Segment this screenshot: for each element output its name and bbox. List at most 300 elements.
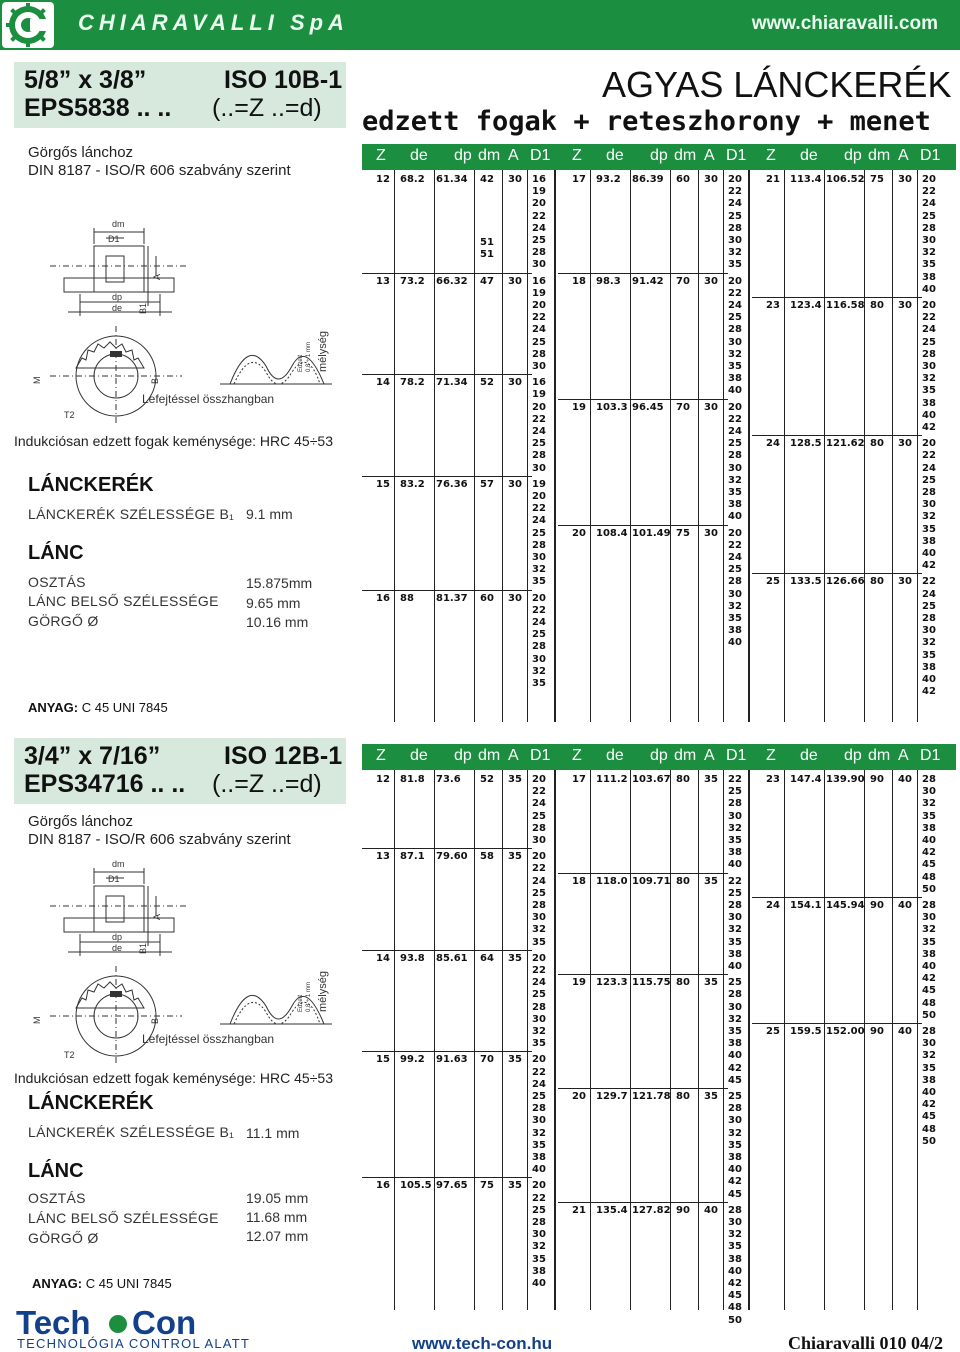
table-cell-d1: 32 xyxy=(532,665,546,677)
label-depth-small: 0,8 ÷ 1 mm xyxy=(306,982,312,1012)
table-cell-dp: 127.82 xyxy=(632,1204,671,1216)
table-cell-de: 133.5 xyxy=(790,576,822,588)
table-cell-z: 17 xyxy=(572,774,586,785)
table-cell-d1: 40 xyxy=(922,1087,936,1098)
iso-code: ISO 12B-1 xyxy=(224,742,343,770)
table-cell-z: 16 xyxy=(376,592,390,604)
product-code-note: (..=Z ..=d) xyxy=(212,94,322,122)
table-cell-dp: 121.62 xyxy=(826,438,865,450)
table-cell-d1: 28 xyxy=(922,613,936,624)
table-cell-d1: 45 xyxy=(728,1290,742,1302)
section1-title-box xyxy=(14,62,346,128)
table-row-separator xyxy=(362,374,532,375)
table-header-dm: dm xyxy=(674,147,697,164)
table-cell-de: 83.2 xyxy=(400,478,425,490)
table-cell-d1: 22 xyxy=(728,413,742,425)
table-cell-d1: 24 xyxy=(728,300,742,311)
label-b: B xyxy=(150,377,160,384)
table-cell-a: 40 xyxy=(704,1204,718,1216)
table-cell-d1: 24 xyxy=(532,426,546,437)
chain-type: Görgős lánchoz xyxy=(28,144,134,161)
table-cell-d1: 22 xyxy=(532,1066,546,1078)
table-header-dp: dp xyxy=(454,747,472,764)
table-cell-d1: 25 xyxy=(532,989,546,1001)
footer-tagline: TECHNOLÓGIA CONTROL ALATT xyxy=(17,1336,250,1351)
table-cell-d1: 30 xyxy=(922,625,936,637)
table-cell-d1: 32 xyxy=(728,1013,742,1025)
table-cell-de: 93.8 xyxy=(400,952,425,964)
table-cell-d1: 20 xyxy=(532,401,546,413)
table-header-dp: dp xyxy=(650,747,668,764)
table-cell-d1: 30 xyxy=(532,912,546,924)
table-cell-d1: 24 xyxy=(532,798,546,810)
table-header-a: A xyxy=(508,747,519,764)
table-cell-d1: 25 xyxy=(532,629,546,641)
table-cell-d1: 20 xyxy=(532,300,546,311)
table-cell-d1: 38 xyxy=(728,1152,742,1163)
table-cell-d1: 40 xyxy=(532,1164,546,1176)
table-column-line xyxy=(698,770,699,1310)
table-header-d1: D1 xyxy=(530,147,551,164)
table-row-separator xyxy=(362,848,532,849)
table-cell-z: 15 xyxy=(376,478,390,490)
table-cell-d1: 30 xyxy=(532,462,546,474)
table-cell-d1: 40 xyxy=(532,1278,546,1289)
table-cell-dp: 106.52 xyxy=(826,174,865,185)
table-column-line xyxy=(502,770,503,1310)
table-cell-d1: 20 xyxy=(922,438,936,450)
sprocket-heading: LÁNCKERÉK xyxy=(28,1092,154,1114)
chiaravalli-c-icon xyxy=(2,2,54,48)
table-cell-a: 30 xyxy=(898,174,912,185)
table-cell-a: 30 xyxy=(704,401,718,413)
table-cell-d1: 35 xyxy=(532,1139,546,1151)
table-cell-a: 35 xyxy=(704,875,718,887)
table-cell-d1: 22 xyxy=(532,786,546,798)
table-cell-d1: 28 xyxy=(922,900,936,911)
table-row-separator xyxy=(558,1202,728,1203)
table-cell-d1: 24 xyxy=(728,198,742,210)
table-cell-d1: 30 xyxy=(922,1038,936,1050)
table-cell-de: 81.8 xyxy=(400,774,425,785)
pitch-label: OSZTÁS xyxy=(28,1190,86,1206)
table-header-d1: D1 xyxy=(920,747,941,764)
table-cell-d1: 35 xyxy=(922,1062,936,1074)
table-cell-d1: 32 xyxy=(922,924,936,936)
table-row-separator xyxy=(558,873,728,874)
table-row-separator xyxy=(752,573,922,574)
table-column-line xyxy=(394,170,395,722)
table-column-line xyxy=(670,170,671,722)
table-cell-d1: 28 xyxy=(728,1103,742,1115)
table-cell-dm: 90 xyxy=(676,1204,690,1216)
table-cell-d1: 40 xyxy=(728,385,742,397)
table-column-line xyxy=(784,170,785,722)
table-cell-d1: 16 xyxy=(532,377,546,389)
label-depth: mélység xyxy=(317,971,329,1012)
table-cell-dm: 80 xyxy=(870,576,884,588)
table-cell-d1: 45 xyxy=(922,985,936,997)
table-header-a: A xyxy=(898,747,909,764)
table-cell-dp: 66.32 xyxy=(436,275,468,287)
company-name: CHIARAVALLI SpA xyxy=(78,10,349,35)
inner-width-label: LÁNC BELSŐ SZÉLESSÉGE xyxy=(28,1210,219,1226)
table-column-line xyxy=(784,770,785,1310)
table-cell-d1: 38 xyxy=(728,847,742,859)
table-row-separator xyxy=(362,1177,532,1178)
table-cell-d1: 20 xyxy=(728,275,742,287)
table-row-separator xyxy=(558,399,728,400)
table-cell-dm: 60 xyxy=(676,174,690,185)
table-cell-d1: 32 xyxy=(922,511,936,523)
label-d1: D1 xyxy=(108,874,120,884)
table-cell-dp: 97.65 xyxy=(436,1180,468,1192)
table-cell-d1: 32 xyxy=(728,822,742,834)
table-cell-dm: 80 xyxy=(870,300,884,311)
table-cell-de: 113.4 xyxy=(790,174,822,185)
table-cell-d1: 28 xyxy=(922,774,936,785)
table-cell-dp: 103.67 xyxy=(632,774,671,785)
table-cell-d1: 28 xyxy=(922,348,936,360)
sprocket-width-value: 11.1 mm xyxy=(246,1125,300,1141)
table-cell-d1: 25 xyxy=(728,1091,742,1102)
table-cell-de: 154.1 xyxy=(790,900,822,911)
table-cell-d1: 45 xyxy=(922,859,936,871)
label-dp: dp xyxy=(112,932,123,942)
table-cell-d1: 35 xyxy=(532,1038,546,1050)
table-cell-d1: 32 xyxy=(532,1127,546,1139)
label-depth-small: 0,8 ÷ 1 mm xyxy=(306,342,312,372)
table-cell-d1: 30 xyxy=(922,235,936,246)
table-cell-d1: 32 xyxy=(728,474,742,486)
table-cell-z: 20 xyxy=(572,527,586,539)
table-cell-d1: 32 xyxy=(532,924,546,936)
table-header-de: de xyxy=(606,747,624,764)
table-cell-d1: 25 xyxy=(922,474,936,486)
label-de: de xyxy=(112,943,123,953)
table-cell-d1: 38 xyxy=(922,271,936,283)
table-cell-z: 23 xyxy=(766,300,780,311)
table-cell-d1: 42 xyxy=(922,422,936,433)
label-b1: B1 xyxy=(138,942,148,954)
chain-type: Görgős lánchoz xyxy=(28,813,134,830)
material-value: C 45 UNI 7845 xyxy=(85,1276,172,1291)
table-column-line xyxy=(527,770,528,1310)
table-column-line xyxy=(698,170,699,722)
table-column-line xyxy=(527,170,528,722)
table-header-dp: dp xyxy=(844,147,862,164)
table-header-a: A xyxy=(704,147,715,164)
company-website-link[interactable]: www.chiaravalli.com xyxy=(751,13,938,34)
table-cell-d1: 22 xyxy=(532,413,546,425)
table-cell-z: 12 xyxy=(376,774,390,785)
table-cell-dm: 57 xyxy=(480,478,494,490)
table-row-separator xyxy=(558,974,728,975)
table-cell-d1: 28 xyxy=(532,1001,546,1013)
table-cell-d1: 28 xyxy=(532,1217,546,1228)
table-cell-d1: 50 xyxy=(922,1009,936,1021)
table-cell-d1: 20 xyxy=(532,592,546,604)
table-column-line xyxy=(590,170,591,722)
table-cell-d1: 25 xyxy=(728,312,742,324)
table-cell-dp: 76.36 xyxy=(436,478,468,490)
table-cell-dp: 85.61 xyxy=(436,952,468,964)
table-cell-d1: 28 xyxy=(728,222,742,234)
milling-note: Lefejtéssel összhangban xyxy=(142,392,275,406)
label-dm: dm xyxy=(112,219,125,229)
pitch-label: OSZTÁS xyxy=(28,574,86,590)
pitch-value: 19.05 mm xyxy=(246,1190,309,1206)
table-column-line xyxy=(590,770,591,1310)
table-cell-dp: 139.90 xyxy=(826,774,865,785)
table-cell-z: 14 xyxy=(376,952,390,964)
table-row-separator xyxy=(362,273,532,274)
milling-note: Lefejtéssel összhangban xyxy=(142,1032,275,1046)
sprocket-width-label: LÁNCKERÉK SZÉLESSÉGE B₁ xyxy=(28,506,235,522)
table-cell-d1: 25 xyxy=(728,564,742,576)
roller-label: GÖRGŐ Ø xyxy=(28,1230,99,1246)
table-cell-de: 128.5 xyxy=(790,438,822,450)
table-cell-d1: 48 xyxy=(922,997,936,1009)
table-cell-de: 88 xyxy=(400,592,414,604)
table-cell-d1: 20 xyxy=(532,198,546,210)
table-cell-d1: 30 xyxy=(728,1217,742,1228)
table-cell-z: 23 xyxy=(766,774,780,785)
label-de: de xyxy=(112,303,123,313)
table-cell-dm: 52 xyxy=(480,774,494,785)
table-cell-a: 35 xyxy=(704,977,718,989)
table-cell-d1: 19 xyxy=(532,478,546,490)
table-cell-dm: 80 xyxy=(676,875,690,887)
techcon-logo xyxy=(16,1306,232,1338)
table-cell-d1: 48 xyxy=(922,871,936,883)
table-cell-dm: 70 xyxy=(676,401,690,413)
table-cell-de: 147.4 xyxy=(790,774,822,785)
material-line xyxy=(32,1276,172,1291)
material-label: ANYAG: xyxy=(28,700,79,715)
table-cell-d1: 22 xyxy=(532,1192,546,1204)
table-cell-d1: 25 xyxy=(532,527,546,539)
table-cell-a: 30 xyxy=(508,377,522,389)
dimension-table-1 xyxy=(362,144,956,722)
table-cell-d1: 30 xyxy=(728,1001,742,1013)
table-cell-d1: 20 xyxy=(728,401,742,413)
standard: DIN 8187 - ISO/R 606 szabvány szerint xyxy=(28,831,291,848)
table-column-line xyxy=(917,770,918,1310)
table-cell-d1: 42 xyxy=(922,686,936,698)
table-cell-d1: 32 xyxy=(532,564,546,576)
table-cell-d1: 38 xyxy=(532,1152,546,1163)
table-cell-d1: 28 xyxy=(532,822,546,834)
table-cell-d1: 40 xyxy=(922,409,936,421)
label-t2: T2 xyxy=(64,1050,75,1060)
table-cell-dp: 61.34 xyxy=(436,174,468,185)
table-cell-d1: 30 xyxy=(728,810,742,822)
table-header-de: de xyxy=(800,747,818,764)
table-cell-de: 105.5 xyxy=(400,1180,432,1192)
table-cell-d1: 22 xyxy=(532,312,546,324)
table-cell-d1: 32 xyxy=(728,1229,742,1241)
table-cell-d1: 22 xyxy=(532,604,546,616)
table-cell-dm: 52 xyxy=(480,377,494,389)
table-header-de: de xyxy=(800,147,818,164)
table-header xyxy=(362,144,956,170)
table-cell-dm: 80 xyxy=(676,977,690,989)
table-column-line xyxy=(630,170,631,722)
table-cell-d1: 30 xyxy=(728,912,742,924)
table-cell-d1: 40 xyxy=(728,859,742,871)
table-cell-de: 103.3 xyxy=(596,401,628,413)
table-cell-de: 99.2 xyxy=(400,1054,425,1066)
table-cell-dp: 79.60 xyxy=(436,851,468,863)
table-cell-de: 93.2 xyxy=(596,174,621,185)
table-cell-d1: 48 xyxy=(728,1302,742,1314)
table-cell-d1: 28 xyxy=(728,798,742,810)
table-cell-d1: 40 xyxy=(728,1265,742,1277)
chiaravalli-logo xyxy=(2,2,54,48)
table-header-z: Z xyxy=(376,147,386,164)
table-cell-dm: 80 xyxy=(870,438,884,450)
table-cell-d1: 30 xyxy=(922,499,936,511)
label-d1: D1 xyxy=(108,234,120,244)
table-cell-d1: 30 xyxy=(532,552,546,563)
table-cell-d1: 35 xyxy=(922,936,936,948)
label-b1: B1 xyxy=(138,302,148,314)
table-column-line xyxy=(892,170,893,722)
table-column-line xyxy=(502,170,503,722)
table-header-d1: D1 xyxy=(726,747,747,764)
table-cell-dp: 121.78 xyxy=(632,1091,671,1102)
table-cell-dp: 91.42 xyxy=(632,275,664,287)
table-cell-d1: 32 xyxy=(532,1026,546,1037)
table-cell-d1: 35 xyxy=(922,810,936,822)
table-cell-dm: 51 xyxy=(480,249,494,261)
label-a: A xyxy=(152,913,162,920)
table-cell-de: 123.4 xyxy=(790,300,822,311)
table-cell-d1: 20 xyxy=(922,300,936,311)
table-header-z: Z xyxy=(766,147,776,164)
table-cell-dp: 145.94 xyxy=(826,900,865,911)
table-cell-dm: 90 xyxy=(870,774,884,785)
table-cell-d1: 50 xyxy=(728,1314,742,1326)
product-code: EPS5838 .. .. xyxy=(24,94,172,122)
table-cell-dm: 70 xyxy=(676,275,690,287)
table-cell-a: 30 xyxy=(704,527,718,539)
table-cell-d1: 30 xyxy=(728,1115,742,1127)
table-header-z: Z xyxy=(572,147,582,164)
table-cell-a: 30 xyxy=(704,275,718,287)
table-cell-a: 35 xyxy=(508,1180,522,1192)
label-hardened: Edzett xyxy=(298,354,304,372)
table-cell-de: 135.4 xyxy=(596,1204,628,1216)
table-column-line xyxy=(723,170,724,722)
table-cell-dp: 116.58 xyxy=(826,300,865,311)
table-cell-d1: 25 xyxy=(532,336,546,348)
table-cell-d1: 35 xyxy=(922,259,936,271)
table-cell-d1: 32 xyxy=(728,1127,742,1139)
table-cell-dp: 96.45 xyxy=(632,401,664,413)
table-cell-d1: 22 xyxy=(922,450,936,462)
table-header-dm: dm xyxy=(868,747,891,764)
table-cell-d1: 42 xyxy=(728,1176,742,1188)
table-header-z: Z xyxy=(376,747,386,764)
chain-heading: LÁNC xyxy=(28,1160,84,1182)
table-cell-d1: 32 xyxy=(532,1241,546,1253)
table-cell-d1: 38 xyxy=(922,661,936,673)
table-cell-d1: 28 xyxy=(922,487,936,498)
table-header-de: de xyxy=(606,147,624,164)
table-cell-d1: 24 xyxy=(532,324,546,336)
table-cell-d1: 30 xyxy=(728,336,742,348)
table-cell-dm: 75 xyxy=(870,174,884,185)
table-column-line xyxy=(864,770,865,1310)
table-cell-d1: 32 xyxy=(922,637,936,649)
table-cell-d1: 28 xyxy=(532,900,546,911)
table-cell-d1: 42 xyxy=(922,973,936,985)
table-cell-d1: 40 xyxy=(728,961,742,972)
table-cell-d1: 22 xyxy=(922,186,936,198)
table-cell-de: 98.3 xyxy=(596,275,621,287)
table-cell-d1: 28 xyxy=(728,900,742,911)
table-row-separator xyxy=(362,1051,532,1052)
table-cell-d1: 35 xyxy=(532,678,546,689)
table-cell-d1: 35 xyxy=(728,487,742,498)
table-column-line xyxy=(670,770,671,1310)
table-cell-d1: 19 xyxy=(532,389,546,401)
table-cell-d1: 28 xyxy=(728,1204,742,1216)
table-cell-d1: 40 xyxy=(922,961,936,972)
table-header-dp: dp xyxy=(844,747,862,764)
hardness-note: Indukciósan edzett fogak keménysége: HRC 45÷53 xyxy=(14,433,333,449)
table-cell-d1: 32 xyxy=(728,600,742,612)
table-cell-d1: 28 xyxy=(922,1026,936,1037)
table-cell-d1: 30 xyxy=(532,653,546,665)
table-cell-d1: 35 xyxy=(728,936,742,948)
table-cell-dm: 75 xyxy=(676,527,690,539)
table-cell-a: 30 xyxy=(898,438,912,450)
table-cell-a: 35 xyxy=(704,1091,718,1102)
table-header-dm: dm xyxy=(478,747,501,764)
table-cell-d1: 50 xyxy=(922,883,936,895)
techcon-logo-part2: Con xyxy=(132,1306,197,1338)
table-cell-z: 21 xyxy=(766,174,780,185)
table-cell-d1: 24 xyxy=(922,324,936,336)
table-column-line xyxy=(892,770,893,1310)
table-column-line xyxy=(474,770,475,1310)
table-cell-dm: 90 xyxy=(870,1026,884,1037)
table-cell-d1: 20 xyxy=(532,952,546,964)
table-cell-d1: 22 xyxy=(728,287,742,299)
material-label: ANYAG: xyxy=(32,1276,83,1291)
table-cell-d1: 42 xyxy=(728,1278,742,1289)
label-m: M xyxy=(32,1016,42,1024)
table-block-divider xyxy=(748,770,750,1310)
table-cell-d1: 22 xyxy=(922,576,936,588)
table-cell-d1: 38 xyxy=(922,822,936,834)
table-cell-a: 30 xyxy=(898,300,912,311)
sprocket-heading: LÁNCKERÉK xyxy=(28,474,154,496)
table-cell-dp: 71.34 xyxy=(436,377,468,389)
table-cell-d1: 28 xyxy=(728,450,742,462)
table-cell-d1: 38 xyxy=(922,397,936,409)
table-header-z: Z xyxy=(766,747,776,764)
footer-url-link[interactable]: www.tech-con.hu xyxy=(412,1334,553,1352)
table-cell-de: 68.2 xyxy=(400,174,425,185)
table-cell-d1: 28 xyxy=(728,576,742,588)
table-row-separator xyxy=(752,897,922,898)
table-cell-de: 108.4 xyxy=(596,527,628,539)
table-cell-a: 30 xyxy=(508,174,522,185)
